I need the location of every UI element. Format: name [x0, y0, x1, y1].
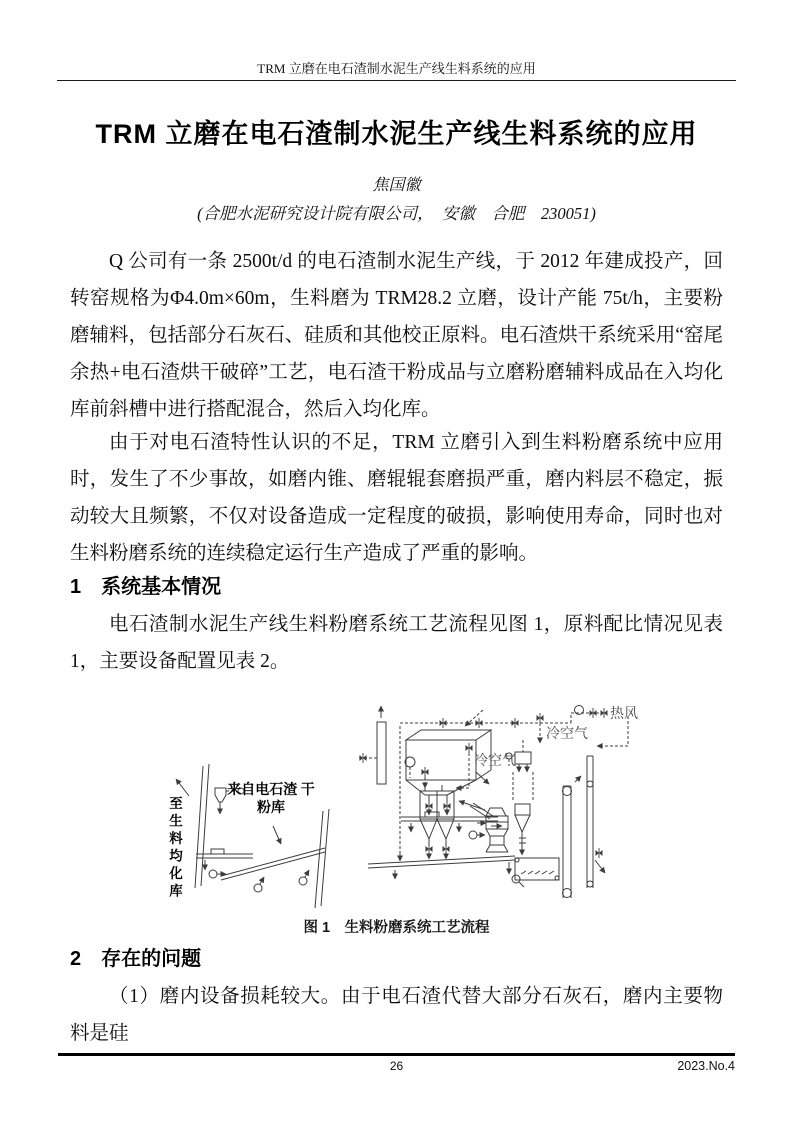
page-number: 26	[389, 1059, 404, 1073]
figure-1-caption: 图 1 生料粉磨系统工艺流程	[303, 920, 490, 936]
intro-paragraph-2: 由于对电石渣特性认识的不足，TRM 立磨引入到生料粉磨系统中应用时，发生了不少事故，如磨内锥、磨辊辊套磨损严重，磨内料层不稳定，振动较大且频繁，不仅对设备造成一定程度的破损，影响使用寿命，同时也对生料粉磨系统的连续稳定运行生产造成了严重的影响。	[70, 432, 723, 564]
label-from-carbide-slag-dry-powder-silo: 来自电石渣 干粉库	[227, 783, 315, 816]
label-cold-air-upper: 冷空气	[546, 725, 588, 741]
label-hot-air: 热风	[610, 705, 638, 721]
section-1-paragraph: 电石渣制水泥生产线生料粉磨系统工艺流程见图 1，原料配比情况见表 1，主要设备配置见表 2。	[70, 614, 723, 672]
article-title: TRM 立磨在电石渣制水泥生产线生料系统的应用	[95, 119, 698, 149]
section-2-heading: 2 存在的问题	[70, 948, 202, 970]
intro-paragraph-1: Q 公司有一条 2500t/d 的电石渣制水泥生产线，于 2012 年建成投产，回转窑规格为Φ4.0m×60m，生料磨为 TRM28.2 立磨，设计产能 75t/h，主要粉磨辅料，包括部分石灰石、硅质和其他校正原料。电石渣烘干系统采用“窑尾余热+电石渣烘干破碎”工艺，电石渣干粉成品与立磨粉磨辅料成品在入均化库前斜槽中进行搭配混合，然后入均化库。	[70, 251, 723, 420]
section-1-heading: 1 系统基本情况	[70, 576, 222, 598]
label-cold-air-lower: 冷空气	[474, 752, 516, 768]
author-affiliation: (合肥水泥研究设计院有限公司， 安徽 合肥 230051)	[197, 204, 596, 223]
label-to-raw-meal-homogenization-silo: 至生料均化库	[167, 796, 182, 901]
footer-rule	[58, 1053, 735, 1056]
author-name: 焦国徽	[372, 177, 421, 194]
figure-1-process-flow	[163, 698, 660, 913]
section-2-paragraph: （1）磨内设备损耗较大。由于电石渣代替大部分石灰石，磨内主要物料是硅	[70, 986, 723, 1044]
running-title: TRM 立磨在电石渣制水泥生产线生料系统的应用	[257, 61, 536, 76]
process-flow-diagram	[163, 698, 660, 913]
header-rule	[57, 80, 736, 81]
issue-label: 2023.No.4	[677, 1059, 735, 1073]
